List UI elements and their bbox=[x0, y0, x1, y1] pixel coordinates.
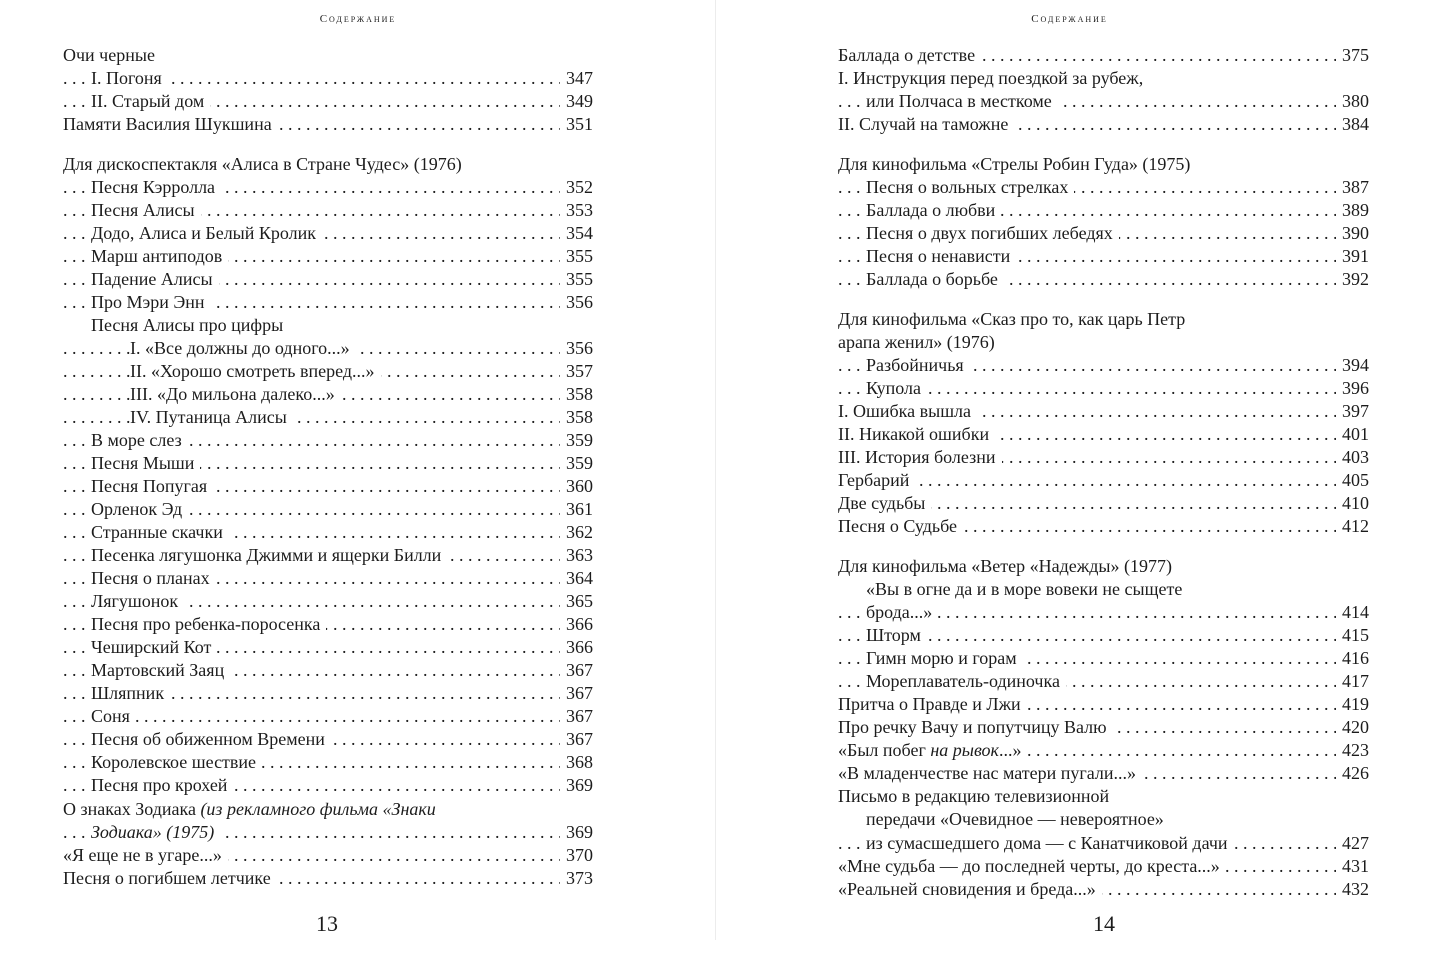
entry-note-italic: на рывок bbox=[930, 740, 999, 761]
toc-entry bbox=[63, 475, 593, 498]
entry-title-text: Песня Алисы bbox=[91, 200, 195, 221]
toc-entry bbox=[63, 867, 593, 890]
entry-title-text: Песня Алисы про цифры bbox=[91, 315, 284, 336]
toc-entry bbox=[63, 245, 593, 268]
toc-entry-title bbox=[91, 775, 233, 795]
toc-entry-title bbox=[866, 648, 1023, 668]
toc-page-number: 369 bbox=[560, 821, 593, 844]
toc-entry bbox=[838, 331, 1369, 354]
toc-entry bbox=[63, 751, 593, 774]
toc-page-number: 410 bbox=[1336, 492, 1369, 515]
toc-entry-title bbox=[91, 499, 188, 519]
entry-title-text: В море слез bbox=[91, 430, 182, 451]
toc-entry-title bbox=[866, 246, 1016, 266]
toc-page-number: 367 bbox=[560, 682, 593, 705]
toc-entry bbox=[63, 774, 593, 797]
entry-title-text: Марш антиподов bbox=[91, 246, 223, 267]
toc-entry bbox=[838, 446, 1369, 469]
toc-page-number: 365 bbox=[560, 590, 593, 613]
toc-entry bbox=[63, 613, 593, 636]
entry-title-text: Для кинофильма «Стрелы Робин Гуда» (1975) bbox=[838, 154, 1191, 175]
toc-entry-title bbox=[838, 447, 1002, 467]
toc-page-number: 369 bbox=[560, 774, 593, 797]
toc-entry-title bbox=[838, 332, 1001, 352]
toc-page-number: 357 bbox=[560, 360, 593, 383]
toc-entry-title bbox=[91, 430, 188, 450]
toc-entry-title bbox=[63, 845, 228, 865]
toc-entry-title bbox=[91, 752, 262, 772]
toc-page-number: 362 bbox=[560, 521, 593, 544]
toc-entry-title bbox=[838, 763, 1142, 783]
toc-entry bbox=[63, 314, 593, 337]
toc-entry-title bbox=[63, 45, 161, 65]
toc-entry bbox=[838, 670, 1369, 693]
toc-entry bbox=[63, 337, 593, 360]
toc-entry-title bbox=[866, 809, 1170, 829]
entry-title-text: Песня о планах bbox=[91, 568, 210, 589]
toc-page-number: 373 bbox=[560, 867, 593, 890]
entry-title-text: «В младенчестве нас матери пугали...» bbox=[838, 763, 1137, 784]
toc-page-number: 414 bbox=[1336, 601, 1369, 624]
entry-title-text: «Мне судьба — до последней черты, до креста...» bbox=[838, 855, 1220, 876]
toc-entry-title bbox=[838, 114, 1014, 134]
entry-title-text: «Вы в огне да и в море вовеки не сыщете bbox=[866, 579, 1183, 600]
toc-entry-title bbox=[130, 384, 341, 404]
toc-entry bbox=[838, 762, 1369, 785]
toc-entry-title bbox=[91, 591, 184, 611]
toc-entry-title bbox=[130, 407, 293, 427]
toc-page-number: 349 bbox=[560, 90, 593, 113]
entry-title-text: I. Инструкция перед поездкой за рубеж, bbox=[838, 68, 1144, 89]
toc-page-number: 387 bbox=[1336, 176, 1369, 199]
toc-entry-title bbox=[91, 683, 170, 703]
entry-title-text: из сумасшедшего дома — с Канатчиковой дачи bbox=[866, 832, 1228, 853]
toc-entry-title bbox=[63, 114, 278, 134]
entry-title-text: Памяти Василия Шукшина bbox=[63, 114, 272, 135]
toc-entry-title bbox=[91, 822, 220, 842]
toc-entry-title bbox=[91, 706, 136, 726]
toc-page-number: 427 bbox=[1336, 832, 1369, 855]
entry-title-text: Очи черные bbox=[63, 45, 155, 65]
toc-entry bbox=[838, 555, 1369, 578]
entry-title-text: Притча о Правде и Лжи bbox=[838, 694, 1021, 715]
left-page bbox=[0, 0, 716, 954]
toc-entry bbox=[838, 785, 1369, 808]
toc-page-number: 390 bbox=[1336, 222, 1369, 245]
entry-title-text: I. «Все должны до одного...» bbox=[130, 338, 350, 359]
entry-title-text: «Я еще не в угаре...» bbox=[63, 844, 222, 865]
toc-entry-title bbox=[866, 200, 1001, 220]
toc-entry bbox=[838, 268, 1369, 291]
entry-title-text: Додо, Алиса и Белый Кролик bbox=[91, 223, 317, 244]
toc-page-number: 368 bbox=[560, 751, 593, 774]
toc-entry-title bbox=[91, 223, 322, 243]
entry-title-text: Купола bbox=[866, 378, 922, 399]
toc-entry bbox=[838, 90, 1369, 113]
toc-entry-title bbox=[838, 470, 915, 490]
table-of-contents bbox=[838, 44, 1369, 901]
toc-entry bbox=[63, 452, 593, 475]
toc-page-number: 355 bbox=[560, 268, 593, 291]
toc-entry-title bbox=[838, 694, 1027, 714]
toc-entry bbox=[63, 567, 593, 590]
toc-entry bbox=[838, 739, 1369, 762]
toc-page-number: 380 bbox=[1336, 90, 1369, 113]
entry-title-text: Гимн морю и горам bbox=[866, 648, 1017, 669]
toc-entry bbox=[838, 878, 1369, 901]
entry-title-text: или Полчаса в месткоме bbox=[866, 91, 1052, 112]
toc-page-number: 375 bbox=[1336, 44, 1369, 67]
entry-note-italic: Зодиака» (1975) bbox=[91, 821, 215, 842]
toc-entry bbox=[63, 682, 593, 705]
toc-entry-title bbox=[130, 361, 381, 381]
toc-page-number: 384 bbox=[1336, 113, 1369, 136]
entry-title-text: Баллада о борьбе bbox=[866, 269, 998, 290]
toc-entry bbox=[63, 498, 593, 521]
toc-entry bbox=[838, 578, 1369, 601]
toc-entry bbox=[838, 354, 1369, 377]
toc-entry-title bbox=[91, 315, 289, 335]
entry-title-text: Песня об обиженном Времени bbox=[91, 729, 325, 750]
toc-entry-title bbox=[838, 717, 1113, 737]
toc-entry-title bbox=[838, 856, 1226, 876]
toc-page-number: 426 bbox=[1336, 762, 1369, 785]
entry-title-text: Песня про ребенка-поросенка bbox=[91, 614, 321, 635]
toc-page-number: 417 bbox=[1336, 670, 1369, 693]
entry-title-text: Песенка лягушонка Джимми и ящерки Билли bbox=[91, 545, 442, 566]
entry-title-text: III. История болезни bbox=[838, 447, 996, 468]
toc-page-number: 354 bbox=[560, 222, 593, 245]
toc-page-number: 394 bbox=[1336, 354, 1369, 377]
toc-entry bbox=[838, 716, 1369, 739]
toc-entry bbox=[838, 423, 1369, 446]
entry-title-text: I. Ошибка вышла bbox=[838, 401, 972, 422]
toc-entry-title bbox=[91, 292, 211, 312]
toc-entry-title bbox=[91, 246, 228, 266]
toc-entry bbox=[63, 590, 593, 613]
toc-entry-title bbox=[866, 378, 927, 398]
toc-entry-title bbox=[838, 154, 1196, 174]
toc-page-number: 423 bbox=[1336, 739, 1369, 762]
toc-entry bbox=[838, 67, 1369, 90]
toc-entry-title bbox=[866, 833, 1234, 853]
toc-entry bbox=[838, 808, 1369, 831]
entry-title-text: «Реальней сновидения и бреда...» bbox=[838, 878, 1096, 899]
toc-entry-title bbox=[866, 269, 1004, 289]
entry-title-text: Королевское шествие bbox=[91, 752, 257, 773]
entry-title-text: Для дискоспектакля «Алиса в Стране Чудес» (1976) bbox=[63, 154, 462, 175]
toc-entry bbox=[838, 855, 1369, 878]
toc-entry-title bbox=[838, 401, 977, 421]
toc-entry-title bbox=[866, 625, 927, 645]
toc-entry bbox=[838, 176, 1369, 199]
toc-entry-title bbox=[63, 154, 468, 174]
entry-title-text: Песня Кэрролла bbox=[91, 177, 216, 198]
entry-title-text: Странные скачки bbox=[91, 522, 223, 543]
toc-entry-title bbox=[866, 223, 1119, 243]
toc-entry bbox=[838, 400, 1369, 423]
toc-entry bbox=[63, 821, 593, 844]
entry-title-text: О знаках Зодиака bbox=[63, 798, 196, 819]
toc-entry-title bbox=[91, 522, 229, 542]
toc-entry-title bbox=[91, 200, 201, 220]
toc-entry bbox=[63, 844, 593, 867]
toc-entry-title bbox=[91, 637, 217, 657]
toc-entry bbox=[838, 245, 1369, 268]
entry-title-end: ...» bbox=[998, 740, 1022, 761]
toc-entry-title bbox=[91, 177, 221, 197]
toc-entry-title bbox=[838, 424, 995, 444]
toc-entry bbox=[63, 429, 593, 452]
entry-title-text: Песня о погибшем летчике bbox=[63, 867, 271, 888]
entry-title-text: Падение Алисы bbox=[91, 269, 213, 290]
toc-entry-title bbox=[91, 269, 219, 289]
toc-page-number: 416 bbox=[1336, 647, 1369, 670]
toc-entry-title bbox=[838, 493, 931, 513]
toc-entry-title bbox=[838, 516, 963, 536]
toc-page-number: 352 bbox=[560, 176, 593, 199]
page-number: 14 bbox=[1093, 911, 1115, 936]
toc-entry-title bbox=[91, 568, 216, 588]
toc-page-number: 397 bbox=[1336, 400, 1369, 423]
entry-title-text: Две судьбы bbox=[838, 493, 926, 514]
entry-title-text: II. Случай на таможне bbox=[838, 114, 1009, 135]
entry-title-text: Песня о ненависти bbox=[866, 246, 1011, 267]
toc-entry-title bbox=[91, 614, 326, 634]
entry-title-text: Чеширский Кот bbox=[91, 637, 212, 658]
toc-page-number: 415 bbox=[1336, 624, 1369, 647]
toc-entry-title bbox=[91, 453, 200, 473]
toc-entry bbox=[63, 153, 593, 176]
entry-title-text: Письмо в редакцию телевизионной bbox=[838, 786, 1110, 807]
toc-page-number: 359 bbox=[560, 452, 593, 475]
entry-title-text: Лягушонок bbox=[91, 591, 179, 612]
entry-title-text: Шляпник bbox=[91, 683, 165, 704]
toc-entry-title bbox=[63, 799, 442, 819]
toc-page-number: 367 bbox=[560, 705, 593, 728]
toc-entry-title bbox=[838, 309, 1191, 329]
toc-entry bbox=[838, 153, 1369, 176]
toc-page-number: 355 bbox=[560, 245, 593, 268]
toc-page-number: 370 bbox=[560, 844, 593, 867]
entry-title-text: IV. Путаница Алисы bbox=[130, 407, 287, 428]
entry-title-text: Песня о вольных стрелках bbox=[866, 177, 1069, 198]
toc-entry-title bbox=[866, 355, 970, 375]
toc-page-number: 401 bbox=[1336, 423, 1369, 446]
toc-entry bbox=[63, 544, 593, 567]
entry-title-text: брода...» bbox=[866, 602, 933, 623]
toc-entry bbox=[838, 222, 1369, 245]
toc-entry-title bbox=[91, 68, 168, 88]
toc-entry bbox=[63, 268, 593, 291]
toc-entry bbox=[838, 44, 1369, 67]
toc-entry-title bbox=[838, 556, 1178, 576]
toc-entry bbox=[63, 659, 593, 682]
toc-page-number: 391 bbox=[1336, 245, 1369, 268]
entry-title-text: Для кинофильма «Сказ про то, как царь Петр bbox=[838, 309, 1186, 330]
toc-page-number: 364 bbox=[560, 567, 593, 590]
toc-entry bbox=[63, 44, 593, 67]
running-head: Содержание bbox=[1031, 13, 1108, 25]
toc-page-number: 367 bbox=[560, 659, 593, 682]
toc-page-number: 358 bbox=[560, 383, 593, 406]
toc-page-number: 363 bbox=[560, 544, 593, 567]
toc-entry-title bbox=[838, 786, 1115, 806]
toc-page-number: 347 bbox=[560, 67, 593, 90]
toc-entry bbox=[63, 406, 593, 429]
running-head: Содержание bbox=[319, 13, 397, 25]
toc-page-number: 366 bbox=[560, 613, 593, 636]
toc-page-number: 360 bbox=[560, 475, 593, 498]
toc-page-number: 403 bbox=[1336, 446, 1369, 469]
toc-page-number: 412 bbox=[1336, 515, 1369, 538]
toc-entry bbox=[63, 705, 593, 728]
entry-title-text: передачи «Очевидное — невероятное» bbox=[866, 809, 1164, 830]
toc-entry-title bbox=[866, 91, 1058, 111]
entry-title-text: Песня Мыши bbox=[91, 453, 195, 474]
toc-page-number: 358 bbox=[560, 406, 593, 429]
toc-entry-title bbox=[91, 476, 213, 496]
toc-entry-title bbox=[866, 671, 1066, 691]
page-number: 13 bbox=[316, 911, 338, 936]
toc-entry bbox=[838, 113, 1369, 136]
toc-page-number: 396 bbox=[1336, 377, 1369, 400]
toc-entry bbox=[63, 521, 593, 544]
entry-title-text: Для кинофильма «Ветер «Надежды» (1977) bbox=[838, 556, 1172, 577]
toc-entry bbox=[63, 90, 593, 113]
toc-entry bbox=[838, 515, 1369, 538]
toc-entry bbox=[838, 469, 1369, 492]
toc-entry bbox=[838, 492, 1369, 515]
toc-entry-title bbox=[91, 91, 210, 111]
toc-entry-title bbox=[838, 68, 1149, 88]
toc-page-number: 351 bbox=[560, 113, 593, 136]
entry-title-text: Про речку Вачу и попутчицу Валю bbox=[838, 717, 1107, 738]
entry-title-text: Мореплаватель-одиночка bbox=[866, 671, 1060, 692]
entry-title-text: Песня о Судьбе bbox=[838, 516, 958, 537]
toc-page-number: 392 bbox=[1336, 268, 1369, 291]
entry-title-text: «Был побег bbox=[838, 740, 926, 761]
toc-entry bbox=[63, 113, 593, 136]
toc-page-number: 420 bbox=[1336, 716, 1369, 739]
entry-note-italic: (из рекламного фильма «Знаки bbox=[200, 798, 436, 819]
toc-entry-title bbox=[91, 545, 447, 565]
toc-entry-title bbox=[866, 579, 1188, 599]
toc-entry-title bbox=[130, 338, 356, 358]
entry-title-text: Песня Попугая bbox=[91, 476, 208, 497]
toc-page-number: 367 bbox=[560, 728, 593, 751]
entry-title-text: Песня про крохей bbox=[91, 775, 228, 796]
toc-entry bbox=[63, 798, 593, 821]
entry-title-text: Мартовский Заяц bbox=[91, 660, 225, 681]
toc-entry bbox=[63, 67, 593, 90]
entry-title-text: I. Погоня bbox=[91, 68, 162, 89]
toc-entry-title bbox=[63, 868, 277, 888]
toc-entry bbox=[63, 636, 593, 659]
toc-entry bbox=[63, 360, 593, 383]
toc-page-number: 359 bbox=[560, 429, 593, 452]
toc-entry bbox=[838, 601, 1369, 624]
toc-page-number: 389 bbox=[1336, 199, 1369, 222]
toc-entry bbox=[838, 624, 1369, 647]
entry-title-text: арапа женил» (1976) bbox=[838, 332, 995, 353]
toc-page-number: 356 bbox=[560, 337, 593, 360]
toc-entry-title bbox=[91, 660, 230, 680]
toc-page-number: 431 bbox=[1336, 855, 1369, 878]
entry-title-text: Орленок Эд bbox=[91, 499, 183, 520]
toc-page-number: 361 bbox=[560, 498, 593, 521]
toc-entry-title bbox=[91, 729, 331, 749]
entry-title-text: Шторм bbox=[866, 625, 921, 646]
toc-entry-title bbox=[838, 740, 1027, 760]
right-page bbox=[716, 0, 1443, 954]
toc-page-number: 405 bbox=[1336, 469, 1369, 492]
entry-title-text: Про Мэри Энн bbox=[91, 292, 205, 313]
toc-entry-title bbox=[838, 45, 981, 65]
entry-title-text: II. «Хорошо смотреть вперед...» bbox=[130, 361, 375, 382]
toc-entry bbox=[838, 647, 1369, 670]
toc-page-number: 419 bbox=[1336, 693, 1369, 716]
toc-entry-title bbox=[838, 879, 1102, 899]
toc-entry bbox=[63, 291, 593, 314]
entry-title-text: II. Старый дом bbox=[91, 91, 205, 112]
toc-page-number: 366 bbox=[560, 636, 593, 659]
toc-page-number: 432 bbox=[1336, 878, 1369, 901]
entry-title-text: III. «До мильона далеко...» bbox=[130, 384, 335, 405]
toc-page-number: 356 bbox=[560, 291, 593, 314]
entry-title-text: Песня о двух погибших лебедях bbox=[866, 223, 1113, 244]
toc-entry bbox=[63, 383, 593, 406]
toc-entry-title bbox=[866, 602, 938, 622]
toc-entry bbox=[63, 728, 593, 751]
entry-title-text: Баллада о любви bbox=[866, 200, 996, 221]
toc-entry bbox=[838, 308, 1369, 331]
toc-entry bbox=[838, 693, 1369, 716]
entry-title-text: Разбойничья bbox=[866, 355, 964, 376]
entry-title-text: II. Никакой ошибки bbox=[838, 424, 990, 445]
entry-title-text: Гербарий bbox=[838, 470, 910, 491]
toc-page-number: 353 bbox=[560, 199, 593, 222]
toc-entry bbox=[63, 199, 593, 222]
toc-entry bbox=[838, 832, 1369, 855]
entry-title-text: Баллада о детстве bbox=[838, 45, 976, 65]
toc-entry-title bbox=[866, 177, 1074, 197]
toc-entry bbox=[838, 377, 1369, 400]
entry-title-text: Соня bbox=[91, 706, 130, 727]
toc-entry bbox=[63, 176, 593, 199]
table-of-contents bbox=[63, 44, 593, 890]
toc-entry bbox=[838, 199, 1369, 222]
toc-entry bbox=[63, 222, 593, 245]
